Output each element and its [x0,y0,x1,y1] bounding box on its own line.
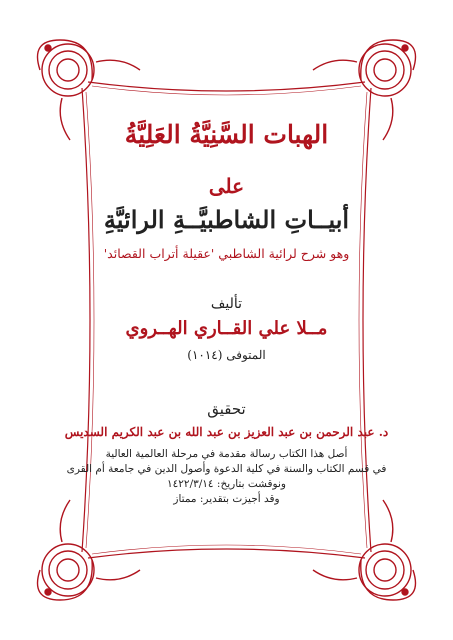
grade-note: وقد أجيزت بتقدير: ممتاز [173,493,280,505]
department-note: في قسم الكتاب والسنة في كلية الدعوة وأصول الدين في جامعة أم القرى [66,463,387,475]
defense-date-note: ونوقشت بتاريخ: ١٤٢٢/٣/١٤ [167,478,286,490]
author-name: مــلا علي القــاري الهــروي [125,318,328,339]
book-title: الهبات السَّنِيَّةُ العَلِيَّةُ [124,120,329,149]
thesis-note: أصل هذا الكتاب رسالة مقدمة في مرحلة العالمية العالية [105,448,348,460]
authorship-label: تأليف [210,296,243,312]
book-description: وهو شرح لرائية الشاطبي 'عقيلة أتراب القصائد' [103,246,350,261]
cover-text-block [40,0,413,640]
editor-name: د. عبد الرحمن بن عبد العزيز بن عبد الله بن عبد الكريم السديس [64,425,389,439]
author-death-date: المتوفى (١٠١٤) [187,348,266,362]
book-subtitle: أبيــاتِ الشاطبيَّــةِ الرائيَّةِ [103,205,350,234]
verification-label: تحقيق [207,400,246,418]
title-connector: على [208,174,245,198]
